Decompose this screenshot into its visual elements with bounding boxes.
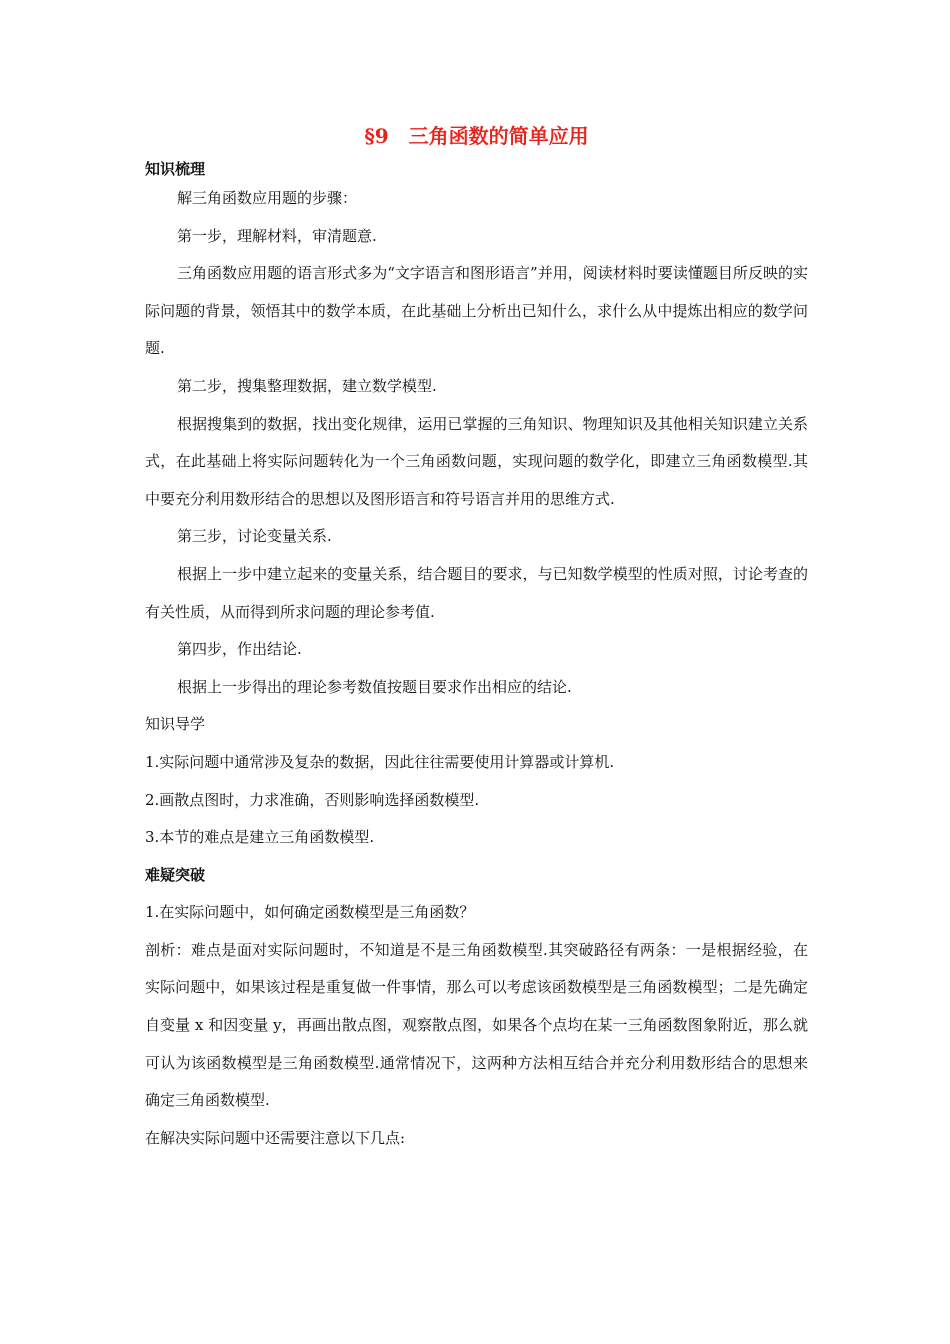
section-heading-knowledge-guide: 知识导学 [145, 715, 206, 734]
step3-body: 根据上一步中建立起来的变量关系，结合题目的要求，与已知数学模型的性质对照，讨论考查的有关性质，从而得到所求问题的理论参考值. [145, 564, 808, 621]
guide-item-3: 3.本节的难点是建立三角函数模型. [145, 828, 375, 847]
page-title: §9 三角函数的简单应用 [364, 124, 589, 148]
step1-title: 第一步，理解材料，审清题意. [177, 226, 377, 245]
difficulty-question: 1.在实际问题中，如何确定函数模型是三角函数？ [145, 903, 475, 922]
step2-title: 第二步，搜集整理数据，建立数学模型. [177, 376, 437, 395]
difficulty-note: 在解决实际问题中还需要注意以下几点: [145, 1128, 406, 1147]
document-page [145, 118, 808, 1157]
step1-body: 三角函数应用题的语言形式多为“文字语言和图形语言”并用，阅读材料时要读懂题目所反映的实际问题的背景，领悟其中的数学本质，在此基础上分析出已知什么，求什么从中提炼出相应的数学问题. [145, 264, 808, 358]
step4-body: 根据上一步得出的理论参考数值按题目要求作出相应的结论. [177, 677, 572, 696]
section-heading-difficulties: 难疑突破 [145, 865, 206, 884]
guide-item-2: 2.画散点图时，力求准确，否则影响选择函数模型. [145, 790, 480, 809]
step2-body: 根据搜集到的数据，找出变化规律，运用已掌握的三角知识、物理知识及其他相关知识建立关系式，在此基础上将实际问题转化为一个三角函数问题，实现问题的数学化，即建立三角函数模型.其中要充分利用数形结合的思想以及图形语言和符号语言并用的思维方式. [145, 414, 808, 508]
step3-title: 第三步，讨论变量关系. [177, 527, 332, 546]
section-heading-knowledge-review: 知识梳理 [145, 160, 206, 178]
difficulty-analysis: 剖析：难点是面对实际问题时，不知道是不是三角函数模型.其突破路径有两条：一是根据经验，在实际问题中，如果该过程是重复做一件事情，那么可以考虑该函数模型是三角函数模型；二是先确定自变量 x 和因变量 y，再画出散点图，观察散点图，如果各个点均在某一三角函数图象附近，那么就可认为该函数模型是三角函数模型.通常情况下，这两种方法相互结合并充分利用数形结合的思想来确定三角函数模型. [145, 940, 808, 1110]
steps-intro: 解三角函数应用题的步骤： [177, 189, 358, 207]
guide-item-1: 1.实际问题中通常涉及复杂的数据，因此往往需要使用计算器或计算机. [145, 752, 615, 771]
step4-title: 第四步，作出结论. [177, 640, 302, 659]
